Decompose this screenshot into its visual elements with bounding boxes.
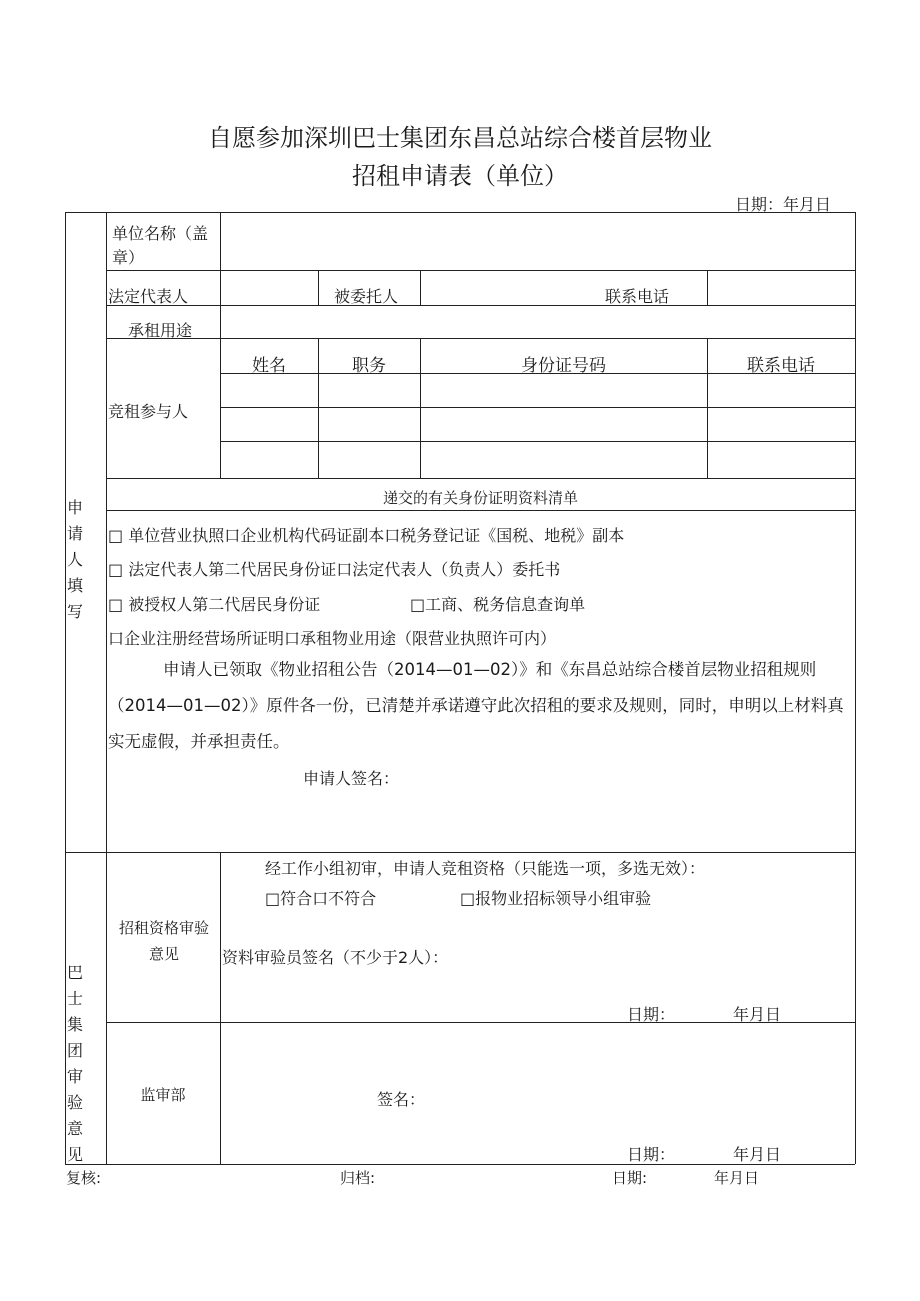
applicant-signature-field[interactable] xyxy=(405,760,705,790)
declaration-text: 申请人已领取《物业招租公告（2014—01—02）》和《东昌总站综合楼首层物业招租规则（2014—01—02）》原件各一份，已清楚并承诺遵守此次招租的要求及规则，同时，申明以上材料真实无虚假，并承担责任。 xyxy=(108,660,844,751)
participant-row-2[interactable] xyxy=(222,409,316,439)
participant-row-3[interactable] xyxy=(222,443,316,476)
document-item-1[interactable]: □ 单位营业执照口企业机构代码证副本口税务登记证《国税、地税》副本 xyxy=(108,526,625,545)
footer-date-label: 日期: xyxy=(612,1169,648,1187)
footer-date-value: 年月日 xyxy=(714,1169,760,1187)
applicant-signature-label: 申请人签名： xyxy=(303,769,400,788)
review-section-side-label: 巴士集团审验意见 xyxy=(67,963,90,1164)
header-date: 日期：年月日 xyxy=(735,195,832,214)
audit-signature-label: 签名： xyxy=(377,1090,426,1109)
audit-label: 监审部 xyxy=(140,1086,186,1104)
trustee-field[interactable] xyxy=(422,273,592,303)
review-date-label: 日期： xyxy=(627,1005,676,1024)
review-date-value: 年月日 xyxy=(733,1005,782,1024)
participants-col-position: 职务 xyxy=(352,356,386,376)
audit-date-value: 年月日 xyxy=(733,1145,782,1164)
audit-date-label: 日期： xyxy=(627,1145,676,1164)
use-label: 承租用途 xyxy=(128,321,193,340)
option-qualified[interactable]: □符合口不符合 xyxy=(265,889,377,908)
documents-title: 递交的有关身份证明资料清单 xyxy=(382,489,578,507)
document-item-4[interactable]: □工商、税务信息查询单 xyxy=(410,595,586,614)
phone-field[interactable] xyxy=(709,273,853,303)
phone-label: 联系电话 xyxy=(605,287,670,306)
document-item-2[interactable]: □ 法定代表人第二代居民身份证口法定代表人（负责人）委托书 xyxy=(108,560,561,579)
use-field[interactable] xyxy=(222,307,853,337)
applicant-section-side-label: 申请人填写 xyxy=(67,498,90,621)
participants-col-phone: 联系电话 xyxy=(747,356,815,376)
legal-rep-field[interactable] xyxy=(222,273,316,303)
reviewer-signature-label: 资料审验员签名（不少于2人）： xyxy=(222,948,449,967)
option-report[interactable]: □报物业招标领导小组审验 xyxy=(460,889,652,908)
trustee-label: 被委托人 xyxy=(334,287,399,306)
legal-rep-label: 法定代表人 xyxy=(108,287,189,306)
participants-col-id: 身份证号码 xyxy=(521,356,606,376)
participants-col-name: 姓名 xyxy=(252,356,286,376)
qualification-prompt: 经工作小组初审，申请人竞租资格（只能选一项，多选无效）： xyxy=(265,859,706,878)
page-title-line2: 招租申请表（单位） xyxy=(352,162,568,190)
page-title-line1: 自愿参加深圳巴士集团东昌总站综合楼首层物业 xyxy=(208,124,712,152)
document-item-3[interactable]: □ 被授权人第二代居民身份证 xyxy=(108,595,321,614)
unit-name-field[interactable] xyxy=(225,216,850,266)
unit-name-label: 单位名称（盖章） xyxy=(112,224,209,267)
footer-archive: 归档: xyxy=(340,1169,376,1187)
document-item-5[interactable]: 口企业注册经营场所证明口承租物业用途（限营业执照许可内） xyxy=(108,629,557,648)
footer-review: 复核: xyxy=(66,1169,102,1187)
participants-label: 竞租参与人 xyxy=(108,402,189,421)
participant-row-1[interactable] xyxy=(222,375,316,405)
qualification-label: 招租资格审验意见 xyxy=(118,919,209,963)
